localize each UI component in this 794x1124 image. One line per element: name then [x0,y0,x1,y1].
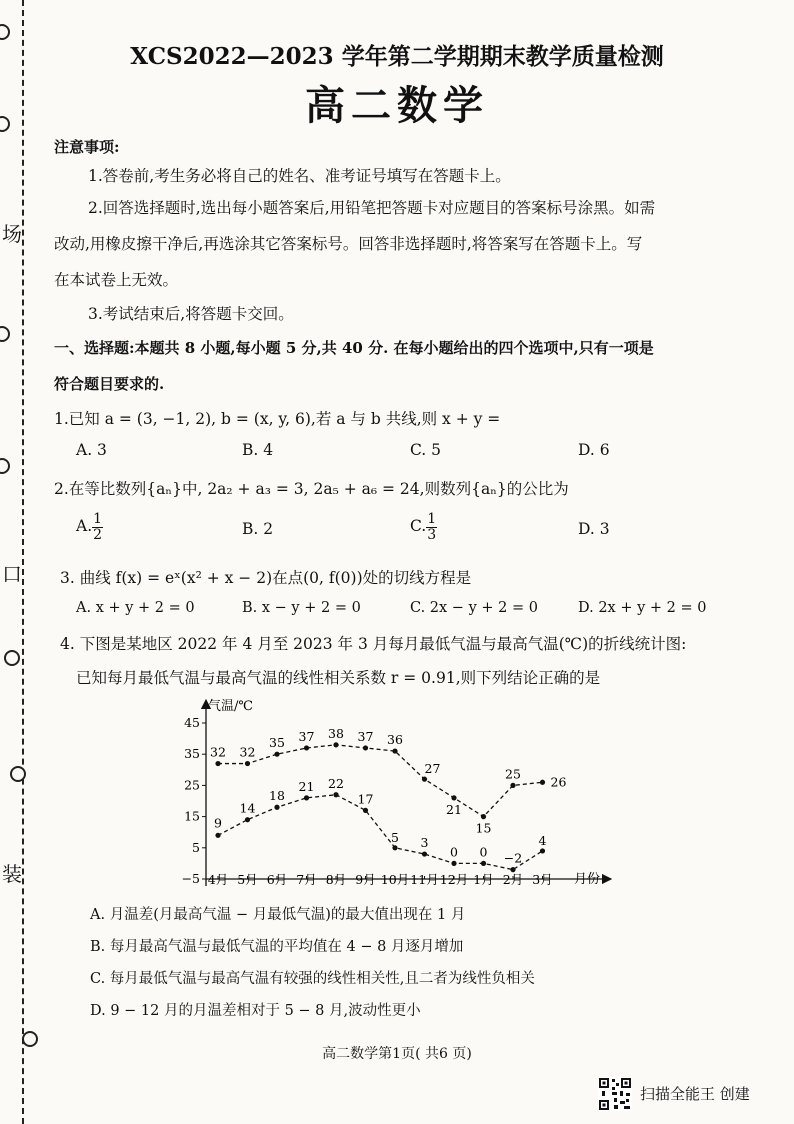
y-tick-label: 45 [184,715,200,730]
y-axis-label: 气温/℃ [208,699,253,714]
q2-option-c: C. $\frac{1}{3}$ [410,511,437,543]
high-temp-label: 15 [475,820,492,836]
binding-char: 口 [2,562,22,586]
high-temp-point [333,742,338,747]
high-temp-label: 35 [269,735,285,751]
high-temp-label: 37 [357,728,374,744]
low-temp-label: −2 [503,850,523,866]
low-temp-label: 18 [269,788,285,804]
q4-option-c: C. 每月最低气温与最高气温有较强的线性相关性,且二者为线性负相关 [90,971,535,987]
low-temp-point [333,792,338,797]
high-temp-line [218,745,543,817]
high-temp-label: 26 [550,774,567,790]
high-temp-point [510,783,515,788]
high-temp-label: 38 [328,725,344,741]
binding-hole [4,650,20,666]
exam-title: XCS2022—2023 学年第二学期期末教学质量检测 [130,43,664,70]
binding-char: 场 [2,222,22,246]
low-temp-point [481,861,486,866]
notice-heading: 注意事项: [54,138,120,156]
high-temp-point [451,795,456,800]
low-temp-point [392,845,397,850]
y-tick-label: 15 [184,808,200,824]
q3-option-c: C. 2x − y + 2 = 0 [410,600,538,616]
binding-hole [0,458,10,474]
notice-item-3: 3.考试结束后,将答题卡交回。 [88,305,294,323]
high-temp-label: 32 [210,744,226,760]
low-temp-point [245,817,250,822]
high-temp-point [540,780,545,785]
low-temp-point [540,848,545,853]
page-footer: 高二数学第1页( 共6 页) [322,1046,472,1062]
q3-option-d: D. 2x + y + 2 = 0 [578,600,707,616]
question-2-stem: 2.在等比数列{aₙ}中, 2a₂ + a₃ = 3, 2a₅ + a₆ = 24,则数列{aₙ}的公比为 [54,480,569,498]
section-heading-cont: 符合题目要求的. [54,375,165,393]
x-tick-label: 8月 [325,872,347,887]
low-temp-point [451,861,456,866]
q1-option-c: C. 5 [410,441,442,459]
notice-item-1: 1.答卷前,考生务必将自己的姓名、准考证号填写在答题卡上。 [88,167,511,185]
notice-item-2-line-2: 改动,用橡皮擦干净后,再选涂其它答案标号。回答非选择题时,将答案写在答题卡上。写 [54,235,643,253]
x-tick-label: 5月 [237,872,258,887]
high-temp-point [363,745,368,750]
low-temp-label: 0 [450,844,458,860]
high-temp-label: 36 [387,732,403,748]
x-tick-label: 9月 [355,872,376,887]
x-tick-label: 7月 [296,872,317,887]
x-tick-label: 1月 [473,872,494,887]
x-tick-label: 11月 [410,872,439,887]
scanner-watermark: 扫描全能王 创建 [640,1085,750,1103]
y-tick-label: 5 [192,839,200,855]
q3-option-a: A. x + y + 2 = 0 [76,600,195,616]
x-tick-label: 3月 [532,872,553,887]
q4-option-a: A. 月温差(月最高气温 − 月最低气温)的最大值出现在 1 月 [90,907,466,923]
binding-dashed-line [22,0,24,1124]
notice-item-2-line-1: 2.回答选择题时,选出每小题答案后,用铅笔把答题卡对应题目的答案标号涂黑。如需 [88,199,656,217]
low-temp-point [363,808,368,813]
low-temp-label: 0 [479,844,488,860]
q3-option-b: B. x − y + 2 = 0 [242,600,361,616]
q1-option-a: A. 3 [76,441,107,459]
q1-option-d: D. 6 [578,441,610,459]
temperature-line-chart [172,696,622,896]
y-tick-label: 25 [184,777,200,793]
notice-item-2-line-3: 在本试卷上无效。 [54,271,179,289]
question-3-stem: 3. 曲线 f(x) = eˣ(x² + x − 2)在点(0, f(0))处的切线方程是 [60,569,472,587]
low-temp-point [422,851,427,856]
high-temp-label: 21 [446,801,462,817]
q4-option-d: D. 9 − 12 月的月温差相对于 5 − 8 月,波动性更小 [90,1003,421,1019]
high-temp-label: 25 [505,766,521,782]
x-tick-label: 10月 [380,872,410,887]
binding-hole [10,766,26,782]
low-temp-label: 3 [420,835,429,851]
question-1-stem: 1.已知 a = (3, −1, 2), b = (x, y, 6),若 a 与 b 共线,则 x + y = [54,410,501,428]
high-temp-point [304,745,309,750]
high-temp-label: 32 [239,744,256,760]
subject-title: 高二数学 [305,82,489,129]
high-temp-point [274,752,279,757]
q4-option-b: B. 每月最高气温与最低气温的平均值在 4 − 8 月逐月增加 [90,939,464,955]
question-4-stem-2: 已知每月最低气温与最高气温的线性相关系数 r = 0.91,则下列结论正确的是 [76,669,601,687]
low-temp-point [304,795,309,800]
low-temp-point [274,805,279,810]
low-temp-label: 17 [357,791,374,807]
low-temp-label: 4 [538,832,547,848]
high-temp-point [215,761,220,766]
high-temp-label: 27 [424,761,441,777]
q2-option-a: A. $\frac{1}{2}$ [76,511,103,543]
low-temp-label: 14 [239,800,256,816]
y-tick-label: −5 [181,871,200,886]
qr-code-icon [598,1077,632,1111]
high-temp-point [392,748,397,753]
high-temp-point [481,814,486,819]
high-temp-point [422,777,427,782]
x-tick-label: 12月 [439,872,469,887]
low-temp-point [510,867,515,872]
binding-hole [0,326,10,342]
y-tick-label: 35 [184,746,200,762]
q2-option-b: B. 2 [242,520,274,538]
low-temp-point [215,833,220,838]
section-heading: 一、选择题:本题共 8 小题,每小题 5 分,共 40 分. 在每小题给出的四个选项中,只有一项是 [54,339,654,357]
q1-option-b: B. 4 [242,441,274,459]
low-temp-label: 5 [391,829,399,845]
low-temp-label: 9 [214,815,222,831]
q2-option-d: D. 3 [578,520,610,538]
question-4-stem: 4. 下图是某地区 2022 年 4 月至 2023 年 3 月每月最低气温与最高气温(℃)的折线统计图: [60,635,687,653]
x-axis-label: 月份 [574,872,601,887]
low-temp-line [218,795,543,870]
binding-char: 装 [2,862,22,886]
high-temp-point [245,761,250,766]
high-temp-label: 37 [298,728,315,744]
x-tick-label: 4月 [207,872,229,887]
low-temp-label: 21 [298,778,315,794]
x-tick-label: 2月 [502,872,524,887]
low-temp-label: 22 [328,775,344,791]
x-tick-label: 6月 [266,872,288,887]
